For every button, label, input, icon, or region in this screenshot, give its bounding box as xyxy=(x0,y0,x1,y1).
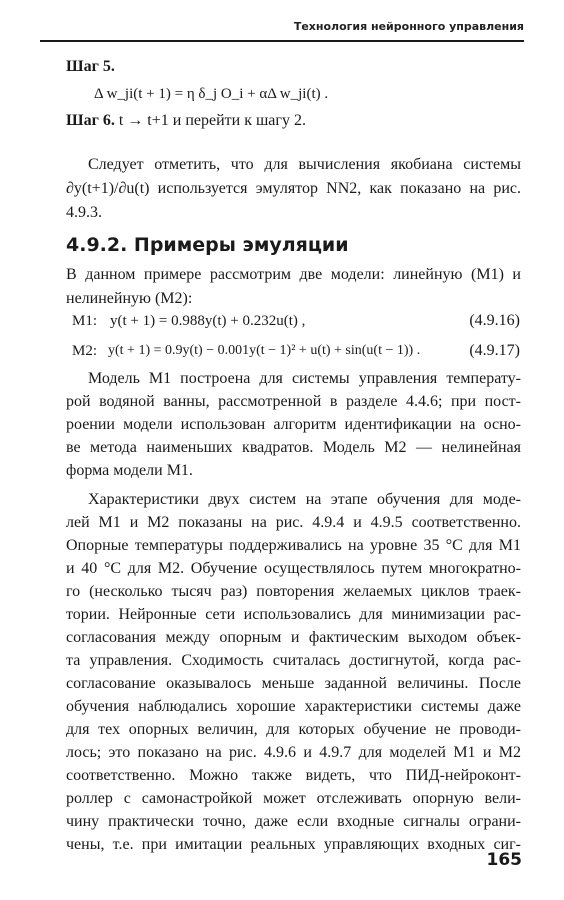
step5-formula: Δ w_ji(t + 1) = η δ_j O_i + αΔ w_ji(t) . xyxy=(94,86,329,102)
para4-line: чены, т.е. при имитации реальных управляющих входных сиг- xyxy=(66,836,521,853)
eq1-formula: y(t + 1) = 0.988y(t) + 0.232u(t) , xyxy=(110,313,306,329)
section-title: 4.9.2. Примеры эмуляции xyxy=(66,234,349,256)
para2-line: В данном примере рассмотрим две модели: линейную (M1) и xyxy=(66,266,521,283)
para4-line: го (несколько тысяч раз) повторения желаемых циклов траек- xyxy=(66,583,521,600)
para4-line: роллер с самонастройкой может отслеживать опорную вели- xyxy=(66,790,521,807)
header-rule xyxy=(40,40,524,42)
para3-line: форма модели M1. xyxy=(66,462,193,479)
para4-line: согласования между опорным и фактическим выходом объек- xyxy=(66,629,521,646)
para4-line: соответственно. Можно также видеть, что ПИД-нейроконт- xyxy=(66,767,521,784)
para4-line: согласование оказывалось меньше заданной величины. После xyxy=(66,675,521,692)
para1-line: Следует отметить, что для вычисления якобиана системы xyxy=(88,156,521,173)
para4-line: лось; это показано на рис. 4.9.6 и 4.9.7 для моделей M1 и M2 xyxy=(66,744,521,761)
para3-line: Модель M1 построена для системы управления температу- xyxy=(88,370,521,387)
para3-line: рой водяной ванны, рассмотренной в разделе 4.4.6; при пост- xyxy=(66,393,521,410)
eq2-label: M2: xyxy=(72,343,98,359)
step5-label: Шаг 5. xyxy=(66,58,115,75)
para3-line: ве метода наименьших квадратов. Модель M2 — нелинейная xyxy=(66,439,521,456)
step6-label: Шаг 6. xyxy=(66,112,115,129)
para4-line: обучения наблюдались хорошие характеристики системы даже xyxy=(66,698,521,715)
para4-line: и 40 °C для M2. Обучение осуществлялось путем многократно- xyxy=(66,560,521,577)
step6-line xyxy=(66,112,306,130)
para4-line: Характеристики двух систем на этапе обучения для моде- xyxy=(88,491,521,508)
para2-line: нелинейную (M2): xyxy=(66,290,193,307)
para4-line: лей M1 и M2 показаны на рис. 4.9.4 и 4.9.5 соответственно. xyxy=(66,514,521,531)
eq1-label: M1: xyxy=(72,313,98,329)
para3-line: роении модели использован алгоритм идентификации на осно- xyxy=(66,416,521,433)
page-number: 165 xyxy=(486,850,522,870)
para4-line: чину практически точно, даже если входные сигналы ограни- xyxy=(66,813,521,830)
para1-line: 4.9.3. xyxy=(66,204,102,221)
para4-line: та управления. Сходимость считалась достигнутой, когда рас- xyxy=(66,652,521,669)
eq2-formula: y(t + 1) = 0.9y(t) − 0.001y(t − 1)² + u(t) + sin(u(t − 1)) . xyxy=(108,343,421,358)
para4-line: тории. Нейронные сети использовались для минимизации рас- xyxy=(66,606,521,623)
para4-line: для тех опорных величин, для которых обучение не проводи- xyxy=(66,721,521,738)
running-header: Технология нейронного управления xyxy=(293,20,524,33)
para1-line: ∂y(t+1)/∂u(t) используется эмулятор NN2, как показано на рис. xyxy=(66,180,521,197)
eq1-number: (4.9.16) xyxy=(469,312,520,329)
step6-text: t → t+1 и перейти к шагу 2. xyxy=(118,112,306,129)
para4-line: Опорные температуры поддерживались на уровне 35 °C для M1 xyxy=(66,537,521,554)
eq2-number: (4.9.17) xyxy=(469,342,520,359)
